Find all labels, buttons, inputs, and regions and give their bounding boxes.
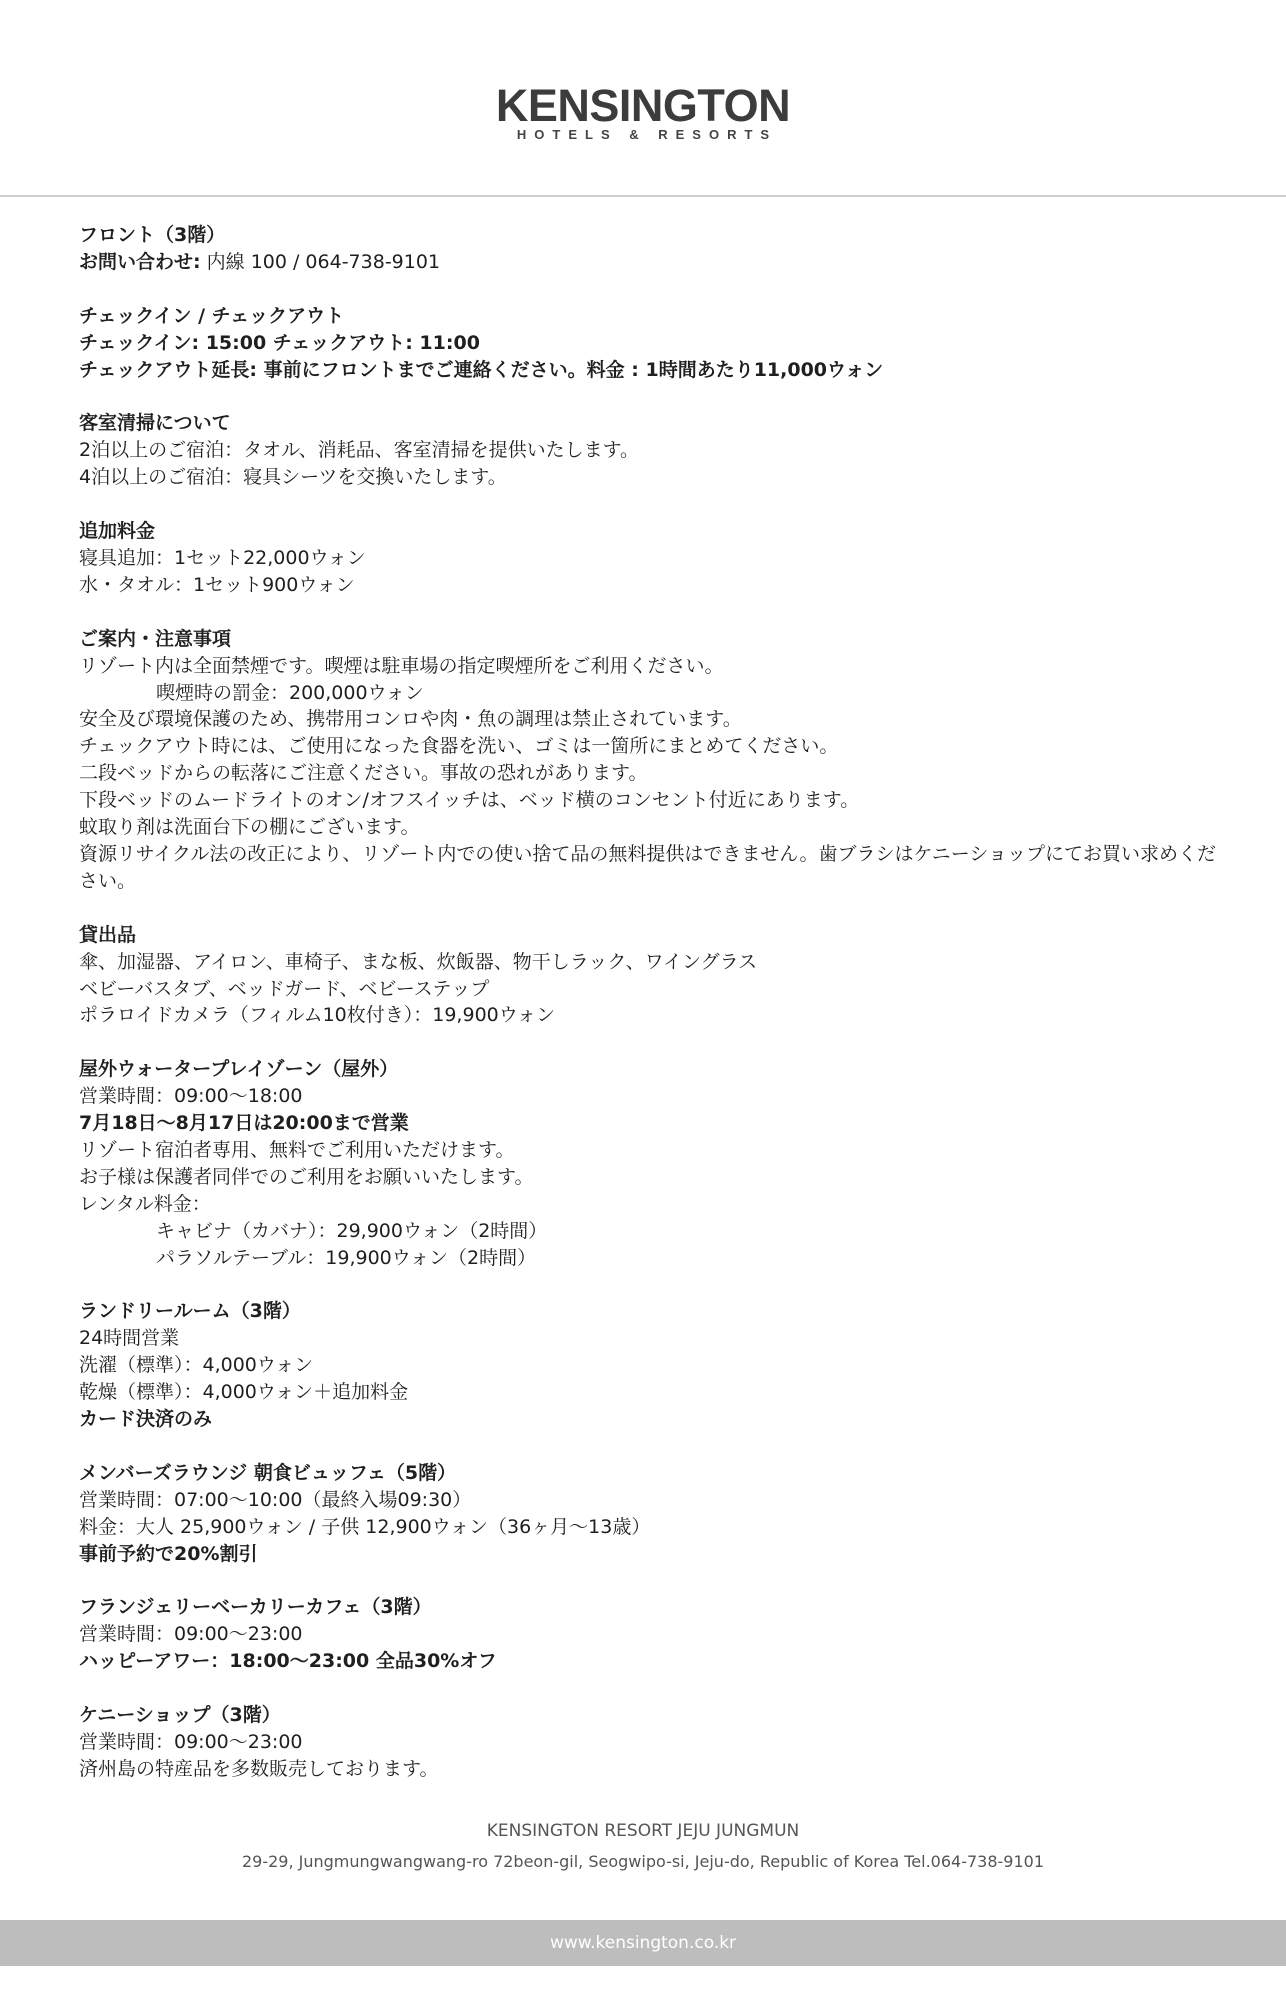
notice-item: 下段ベッドのムードライトのオン/オフスイッチは、ベッド横のコンセント付近にあります。 [79,789,860,812]
header-divider [0,195,1286,197]
lounge-price: 料金：大人 25,900ウォン / 子供 12,900ウォン（36ヶ月～13歳） [79,1515,651,1538]
footer-address: 29-29, Jungmungwangwang-ro 72beon-gil, Seogwipo-si, Jeju-do, Republic of Korea Tel.064-738-9101 [241,1852,1045,1871]
list-item: ポラロイドカメラ（フィルム10枚付き）：19,900ウォン [79,1004,555,1027]
notice-item: リゾート内は全面禁煙です。喫煙は駐車場の指定喫煙所をご利用ください。 [79,654,724,677]
list-item: 4泊以上のご宿泊：寝具シーツを交換いたします。 [79,466,507,489]
contact-label: お問い合わせ: [79,250,201,273]
list-item: 傘、加湿器、アイロン、車椅子、まな板、炊飯器、物干しラック、ワイングラス [79,950,758,973]
list-item: リゾート宿泊者専用、無料でご利用いただけます。 [79,1138,515,1161]
laundry-payment-note: カード決済のみ [79,1407,213,1430]
section-title-notices: ご案内・注意事項 [79,627,232,650]
list-item: 24時間営業 [79,1327,180,1350]
shop-description: 済州島の特産品を多数販売しております。 [79,1757,439,1780]
page-header [0,0,1286,196]
lounge-hours: 営業時間：07:00～10:00（最終入場09:30） [79,1488,472,1511]
smoking-fine: 喫煙時の罰金：200,000ウォン [156,681,424,704]
list-item: 寝具追加：1セット22,000ウォン [79,547,366,570]
section-title-lounge: メンバーズラウンジ 朝食ビュッフェ（5階） [79,1461,457,1484]
footer-resort-name: KENSINGTON RESORT JEJU JUNGMUN [486,1821,800,1841]
checkout-extension: チェックアウト延長: 事前にフロントまでご連絡ください。料金 : 1時間あたり11,000ウォン [79,358,884,381]
cabana-price: キャビナ（カバナ）：29,900ウォン（2時間） [156,1219,548,1242]
bakery-hours: 営業時間：09:00～23:00 [79,1623,303,1646]
list-item: お子様は保護者同伴でのご利用をお願いいたします。 [79,1165,534,1188]
section-title-front: フロント（3階） [79,224,226,246]
brand-logo: KENSINGTON [495,80,791,131]
shop-hours: 営業時間：09:00～23:00 [79,1731,303,1753]
checkin-times: チェックイン: 15:00 チェックアウト: 11:00 [79,331,480,354]
list-item: 水・タオル：1セット900ウォン [79,573,355,596]
section-title-checkin: チェックイン / チェックアウト [79,304,345,327]
lounge-discount: 事前予約で20%割引 [79,1542,258,1565]
notice-item: 二段ベッドからの転落にご注意ください。事故の恐れがあります。 [79,762,648,785]
notice-item: 蚊取り剤は洗面台下の棚にございます。 [79,816,420,839]
section-title-bakery: フランジェリーベーカリーカフェ（3階） [79,1596,432,1619]
list-item: ベビーバスタブ、ベッドガード、ベビーステップ [79,977,490,1000]
water-play-hours: 営業時間：09:00～18:00 [79,1085,303,1108]
section-title-extra-fees: 追加料金 [79,520,156,543]
contact-value: 内線 100 / 064-738-9101 [200,250,441,273]
section-title-laundry: ランドリールーム（3階） [79,1300,301,1323]
section-title-shop: ケニーショップ（3階） [79,1704,281,1727]
footer-website-link[interactable]: www.kensington.co.kr [0,1920,1286,1966]
parasol-price: パラソルテーブル：19,900ウォン（2時間） [156,1246,537,1269]
brand-logo-subtitle: HOTELS & RESORTS [516,127,778,142]
section-title-cleaning: 客室清掃について [79,412,231,435]
water-play-special-hours: 7月18日～8月17日は20:00まで営業 [79,1112,409,1135]
notice-item: 安全及び環境保護のため、携帯用コンロや肉・魚の調理は禁止されています。 [79,708,742,731]
info-content [79,222,1229,1783]
notice-item: チェックアウト時には、ご使用になった食器を洗い、ゴミは一箇所にまとめてください。 [79,735,839,758]
section-title-water-play: 屋外ウォータープレイゾーン（屋外） [79,1058,399,1081]
notice-item: 資源リサイクル法の改正により、リゾート内での使い捨て品の無料提供はできません。歯ブラシはケニーショップにてお買い求めください。 [79,842,1216,892]
section-title-rentals: 貸出品 [79,923,137,946]
list-item: 乾燥（標準）：4,000ウォン＋追加料金 [79,1381,409,1404]
front-contact [79,249,1229,276]
bakery-happy-hour: ハッピーアワー：18:00～23:00 全品30%オフ [79,1650,497,1673]
list-item: 洗濯（標準）：4,000ウォン [79,1354,314,1377]
list-item: 2泊以上のご宿泊：タオル、消耗品、客室清掃を提供いたします。 [79,439,640,462]
rental-fee-label: レンタル料金： [79,1192,211,1215]
